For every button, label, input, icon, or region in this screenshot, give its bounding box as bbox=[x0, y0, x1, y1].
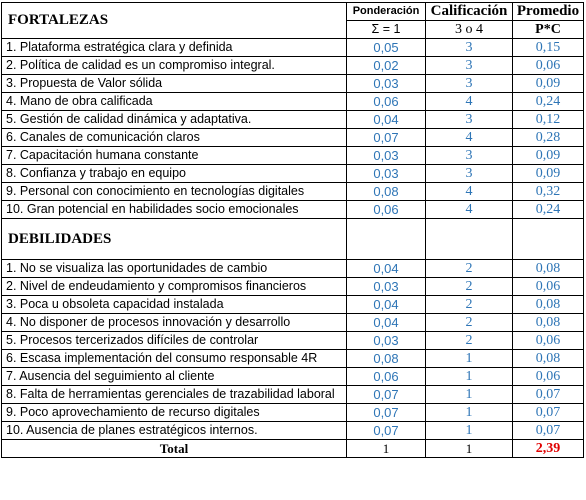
factor-label: 8. Falta de herramientas gerenciales de trazabilidad laboral bbox=[2, 386, 347, 404]
table-row bbox=[2, 183, 584, 201]
table-row bbox=[2, 260, 584, 278]
ponderacion-value: 0,06 bbox=[347, 93, 426, 111]
ponderacion-value: 0,07 bbox=[347, 404, 426, 422]
calificacion-value: 4 bbox=[426, 93, 513, 111]
table-row bbox=[2, 314, 584, 332]
empty-cell bbox=[426, 219, 513, 260]
calificacion-value: 4 bbox=[426, 201, 513, 219]
promedio-value: 0,09 bbox=[513, 75, 584, 93]
calificacion-value: 3 bbox=[426, 165, 513, 183]
table-row bbox=[2, 57, 584, 75]
table-row bbox=[2, 386, 584, 404]
calificacion-value: 2 bbox=[426, 332, 513, 350]
total-row bbox=[2, 440, 584, 458]
table-row bbox=[2, 332, 584, 350]
factor-label: 4. Mano de obra calificada bbox=[2, 93, 347, 111]
total-promedio: 2,39 bbox=[513, 440, 584, 458]
fortalezas-title: FORTALEZAS bbox=[2, 3, 347, 39]
factor-label: 5. Procesos tercerizados difíciles de controlar bbox=[2, 332, 347, 350]
ponderacion-value: 0,03 bbox=[347, 278, 426, 296]
calificacion-value: 4 bbox=[426, 129, 513, 147]
table-row bbox=[2, 296, 584, 314]
promedio-value: 0,06 bbox=[513, 368, 584, 386]
calificacion-value: 2 bbox=[426, 296, 513, 314]
table-row bbox=[2, 111, 584, 129]
calificacion-value: 1 bbox=[426, 404, 513, 422]
calificacion-value: 3 bbox=[426, 57, 513, 75]
factor-label: 7. Capacitación humana constante bbox=[2, 147, 347, 165]
table-row bbox=[2, 165, 584, 183]
table-row bbox=[2, 75, 584, 93]
ponderacion-value: 0,04 bbox=[347, 260, 426, 278]
factor-label: 10. Ausencia de planes estratégicos internos. bbox=[2, 422, 347, 440]
table-row bbox=[2, 422, 584, 440]
ponderacion-value: 0,07 bbox=[347, 129, 426, 147]
table-row bbox=[2, 404, 584, 422]
calificacion-value: 3 bbox=[426, 111, 513, 129]
ponderacion-value: 0,04 bbox=[347, 111, 426, 129]
ponderacion-header: Ponderación bbox=[347, 3, 426, 21]
ponderacion-value: 0,08 bbox=[347, 183, 426, 201]
calificacion-value: 1 bbox=[426, 350, 513, 368]
ponderacion-value: 0,04 bbox=[347, 314, 426, 332]
factor-label: 1. Plataforma estratégica clara y definida bbox=[2, 39, 347, 57]
matriz-efi-table bbox=[1, 2, 584, 458]
promedio-value: 0,24 bbox=[513, 93, 584, 111]
calificacion-value: 3 bbox=[426, 75, 513, 93]
promedio-value: 0,09 bbox=[513, 147, 584, 165]
calificacion-value: 2 bbox=[426, 278, 513, 296]
promedio-value: 0,08 bbox=[513, 260, 584, 278]
table-row bbox=[2, 129, 584, 147]
promedio-value: 0,28 bbox=[513, 129, 584, 147]
table-row bbox=[2, 350, 584, 368]
empty-cell bbox=[347, 219, 426, 260]
table-row bbox=[2, 147, 584, 165]
factor-label: 3. Propuesta de Valor sólida bbox=[2, 75, 347, 93]
promedio-value: 0,24 bbox=[513, 201, 584, 219]
calificacion-value: 3 bbox=[426, 39, 513, 57]
calificacion-value: 2 bbox=[426, 314, 513, 332]
factor-label: 6. Canales de comunicación claros bbox=[2, 129, 347, 147]
factor-label: 7. Ausencia del seguimiento al cliente bbox=[2, 368, 347, 386]
factor-label: 3. Poca u obsoleta capacidad instalada bbox=[2, 296, 347, 314]
factor-label: 1. No se visualiza las oportunidades de cambio bbox=[2, 260, 347, 278]
rango-subheader: 3 o 4 bbox=[426, 21, 513, 39]
promedio-header: Promedio bbox=[513, 3, 584, 21]
calificacion-value: 2 bbox=[426, 260, 513, 278]
total-label: Total bbox=[2, 440, 347, 458]
factor-label: 9. Personal con conocimiento en tecnologías digitales bbox=[2, 183, 347, 201]
factor-label: 6. Escasa implementación del consumo responsable 4R bbox=[2, 350, 347, 368]
empty-cell bbox=[513, 219, 584, 260]
total-calificacion: 1 bbox=[426, 440, 513, 458]
ponderacion-value: 0,02 bbox=[347, 57, 426, 75]
promedio-value: 0,12 bbox=[513, 111, 584, 129]
table-row bbox=[2, 39, 584, 57]
promedio-value: 0,06 bbox=[513, 278, 584, 296]
factor-label: 8. Confianza y trabajo en equipo bbox=[2, 165, 347, 183]
promedio-value: 0,32 bbox=[513, 183, 584, 201]
sigma-subheader: Σ = 1 bbox=[347, 21, 426, 39]
factor-label: 2. Política de calidad es un compromiso integral. bbox=[2, 57, 347, 75]
ponderacion-value: 0,05 bbox=[347, 39, 426, 57]
debilidades-title: DEBILIDADES bbox=[2, 219, 347, 260]
promedio-value: 0,09 bbox=[513, 165, 584, 183]
ponderacion-value: 0,08 bbox=[347, 350, 426, 368]
promedio-value: 0,08 bbox=[513, 314, 584, 332]
calificacion-value: 3 bbox=[426, 147, 513, 165]
calificacion-value: 1 bbox=[426, 386, 513, 404]
table-row bbox=[2, 278, 584, 296]
header-row bbox=[2, 3, 584, 21]
promedio-value: 0,07 bbox=[513, 422, 584, 440]
table-row bbox=[2, 201, 584, 219]
ponderacion-value: 0,06 bbox=[347, 368, 426, 386]
promedio-value: 0,06 bbox=[513, 332, 584, 350]
promedio-value: 0,06 bbox=[513, 57, 584, 75]
ponderacion-value: 0,03 bbox=[347, 147, 426, 165]
factor-label: 9. Poco aprovechamiento de recurso digitales bbox=[2, 404, 347, 422]
promedio-value: 0,07 bbox=[513, 404, 584, 422]
promedio-value: 0,08 bbox=[513, 296, 584, 314]
calificacion-value: 1 bbox=[426, 422, 513, 440]
table-row bbox=[2, 93, 584, 111]
ponderacion-value: 0,07 bbox=[347, 386, 426, 404]
ponderacion-value: 0,03 bbox=[347, 332, 426, 350]
ponderacion-value: 0,04 bbox=[347, 296, 426, 314]
factor-label: 4. No disponer de procesos innovación y desarrollo bbox=[2, 314, 347, 332]
total-ponderacion: 1 bbox=[347, 440, 426, 458]
calificacion-value: 1 bbox=[426, 368, 513, 386]
calificacion-value: 4 bbox=[426, 183, 513, 201]
ponderacion-value: 0,07 bbox=[347, 422, 426, 440]
factor-label: 5. Gestión de calidad dinámica y adaptativa. bbox=[2, 111, 347, 129]
factor-label: 2. Nivel de endeudamiento y compromisos financieros bbox=[2, 278, 347, 296]
ponderacion-value: 0,03 bbox=[347, 165, 426, 183]
table-row bbox=[2, 368, 584, 386]
factor-label: 10. Gran potencial en habilidades socio emocionales bbox=[2, 201, 347, 219]
promedio-value: 0,15 bbox=[513, 39, 584, 57]
ponderacion-value: 0,03 bbox=[347, 75, 426, 93]
promedio-value: 0,07 bbox=[513, 386, 584, 404]
calificacion-header: Calificación bbox=[426, 3, 513, 21]
ponderacion-value: 0,06 bbox=[347, 201, 426, 219]
pc-subheader: P*C bbox=[513, 21, 584, 39]
promedio-value: 0,08 bbox=[513, 350, 584, 368]
